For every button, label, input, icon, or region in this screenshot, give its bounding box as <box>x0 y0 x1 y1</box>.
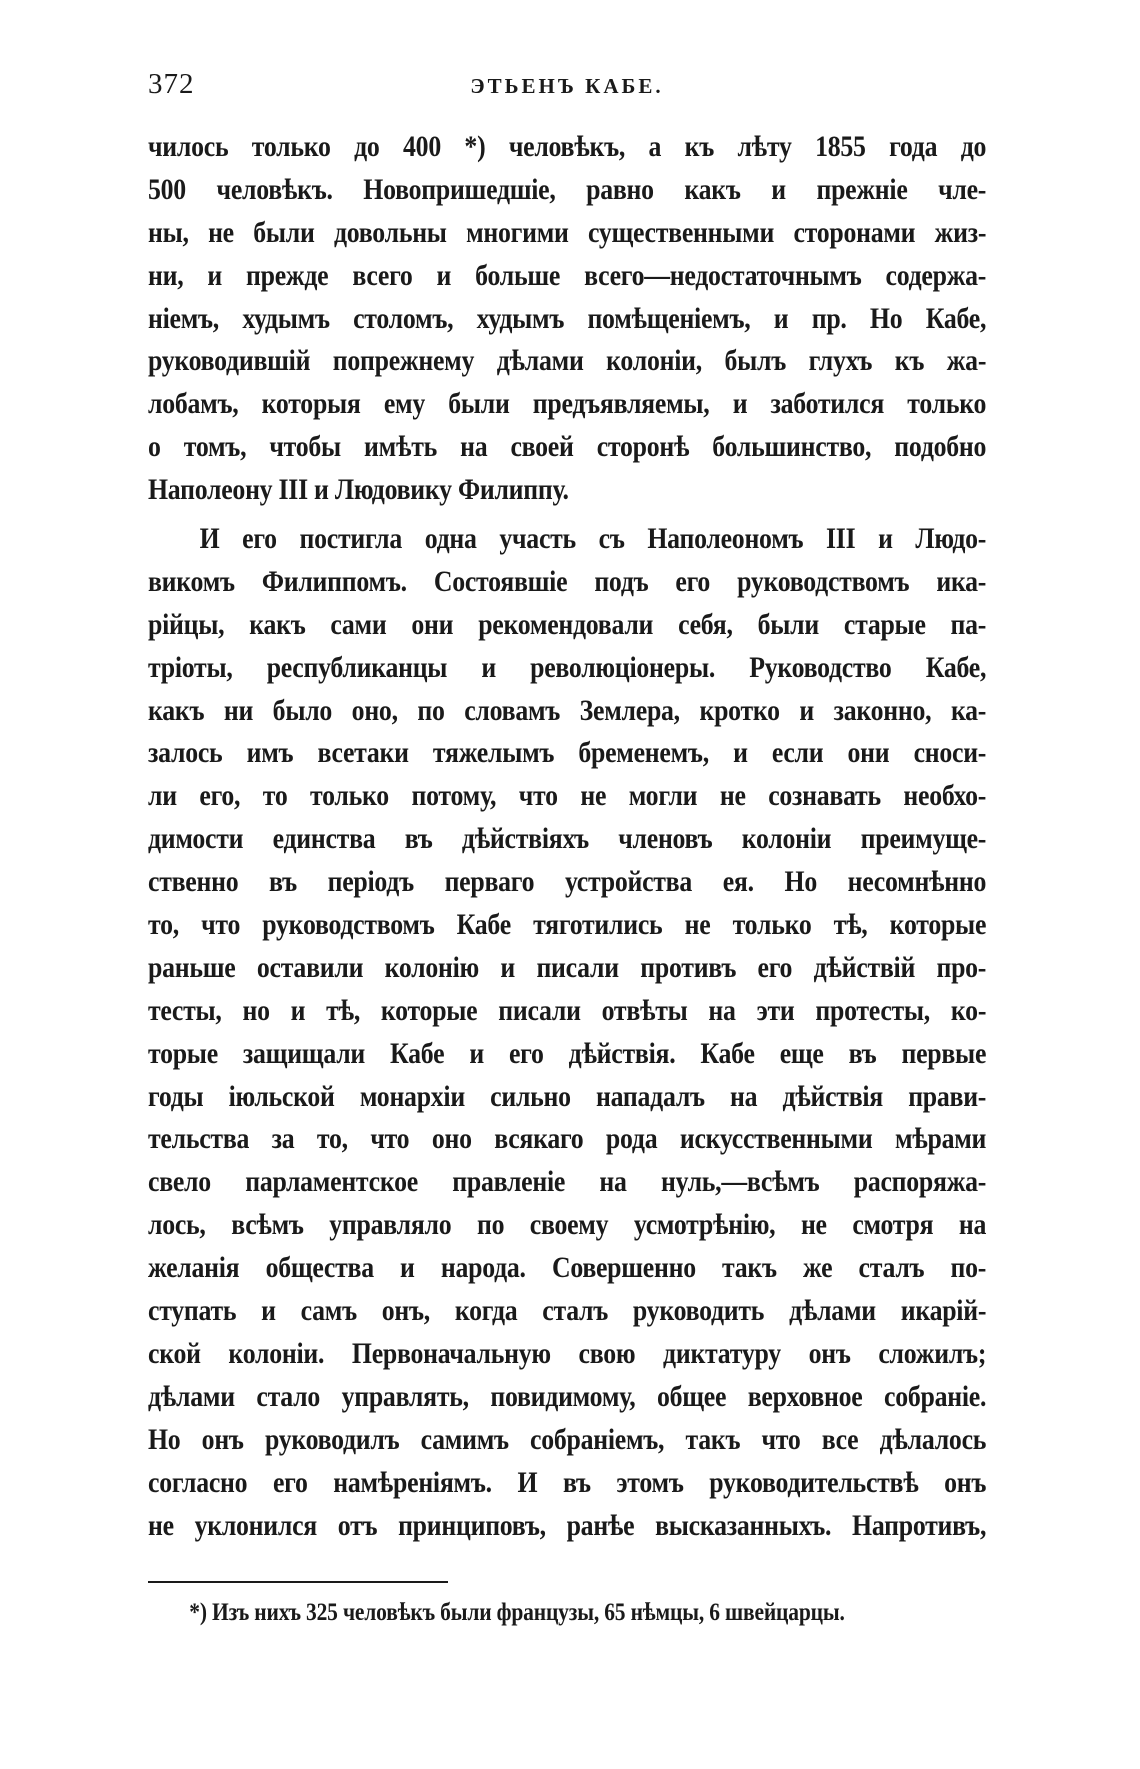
text-line: дѣлами стало управлять, повидимому, общее верховное собраніе. <box>148 1379 987 1413</box>
text-line: ніемъ, худымъ столомъ, худымъ помѣщеніемъ, и пр. Но Кабе, <box>148 301 987 335</box>
text-line: желанія общества и народа. Совершенно такъ же сталъ по- <box>148 1251 987 1285</box>
text-line: о томъ, чтобы имѣть на своей сторонѣ большинство, подобно <box>148 430 987 464</box>
text-line: ственно въ періодъ перваго устройства ея. Но несомнѣнно <box>148 865 987 899</box>
text-line: свело парламентское правленіе на нуль,—всѣмъ распоряжа- <box>148 1165 987 1199</box>
book-page <box>148 62 986 1627</box>
paragraph-1 <box>148 126 986 512</box>
text-line: залось имъ всетаки тяжелымъ бременемъ, и если они сноси- <box>148 736 987 770</box>
text-line: ни, и прежде всего и больше всего—недостаточнымъ содержа- <box>148 258 987 292</box>
text-line: рійцы, какъ сами они рекомендовали себя, были старые па- <box>148 607 987 641</box>
text-line: чилось только до 400 *) человѣкъ, а къ лѣту 1855 года до <box>148 130 987 163</box>
text-line: тріоты, республиканцы и революціонеры. Руководство Кабе, <box>148 650 987 684</box>
text-line: лось, всѣмъ управляло по своему усмотрѣнію, не смотря на <box>148 1208 987 1242</box>
text-line: тельства за то, что оно всякаго рода искусственными мѣрами <box>148 1122 987 1156</box>
footnote-divider <box>148 1581 448 1583</box>
text-line: раньше оставили колонію и писали противъ его дѣйствій про- <box>148 950 987 984</box>
text-line: не уклонился отъ принциповъ, ранѣе высказанныхъ. Напротивъ, <box>148 1508 987 1542</box>
text-line: годы іюльской монархіи сильно нападалъ на дѣйствія прави- <box>148 1079 987 1113</box>
footnote: *) Изъ нихъ 325 человѣкъ были французы, 65 нѣмцы, 6 швейцарцы. <box>189 1599 845 1627</box>
text-line: Но онъ руководилъ самимъ собраніемъ, такъ что все дѣлалось <box>148 1422 987 1456</box>
text-line: ли его, то только потому, что не могли не сознавать необхо- <box>148 779 987 813</box>
text-line: торые защищали Кабе и его дѣйствія. Кабе еще въ первые <box>148 1036 987 1070</box>
text-line: какъ ни было оно, по словамъ Землера, кротко и законно, ка- <box>148 693 987 727</box>
text-line: викомъ Филиппомъ. Состоявшіе подъ его руководствомъ ика- <box>148 564 987 598</box>
text-line: ступать и самъ онъ, когда сталъ руководить дѣлами икарій- <box>148 1294 987 1328</box>
text-line: димости единства въ дѣйствіяхъ членовъ колоніи преимуще- <box>148 822 987 856</box>
running-title: ЭТЬЕНЪ КАБЕ. <box>470 74 664 98</box>
paragraph-2 <box>148 518 986 1547</box>
text-line: ской колоніи. Первоначальную свою диктатуру онъ сложилъ; <box>148 1336 987 1370</box>
text-line: И его постигла одна участь съ Наполеономъ III и Людо- <box>199 522 987 556</box>
running-head <box>148 62 986 112</box>
text-line: то, что руководствомъ Кабе тяготились не только тѣ, которые <box>148 908 987 942</box>
page-number: 372 <box>148 68 195 100</box>
text-line: тесты, но и тѣ, которые писали отвѣты на эти протесты, ко- <box>148 993 987 1027</box>
text-line: руководившій попрежнему дѣлами колоніи, былъ глухъ къ жа- <box>148 344 987 378</box>
text-line: 500 человѣкъ. Новопришедшіе, равно какъ и прежніе чле- <box>148 172 987 206</box>
text-line: Наполеону III и Людовику Филиппу. <box>148 473 569 507</box>
text-line: лобамъ, которыя ему были предъявляемы, и заботился только <box>148 387 987 421</box>
text-line: ны, не были довольны многими существенными сторонами жиз- <box>148 215 987 249</box>
text-line: согласно его намѣреніямъ. И въ этомъ руководительствѣ онъ <box>148 1465 987 1499</box>
